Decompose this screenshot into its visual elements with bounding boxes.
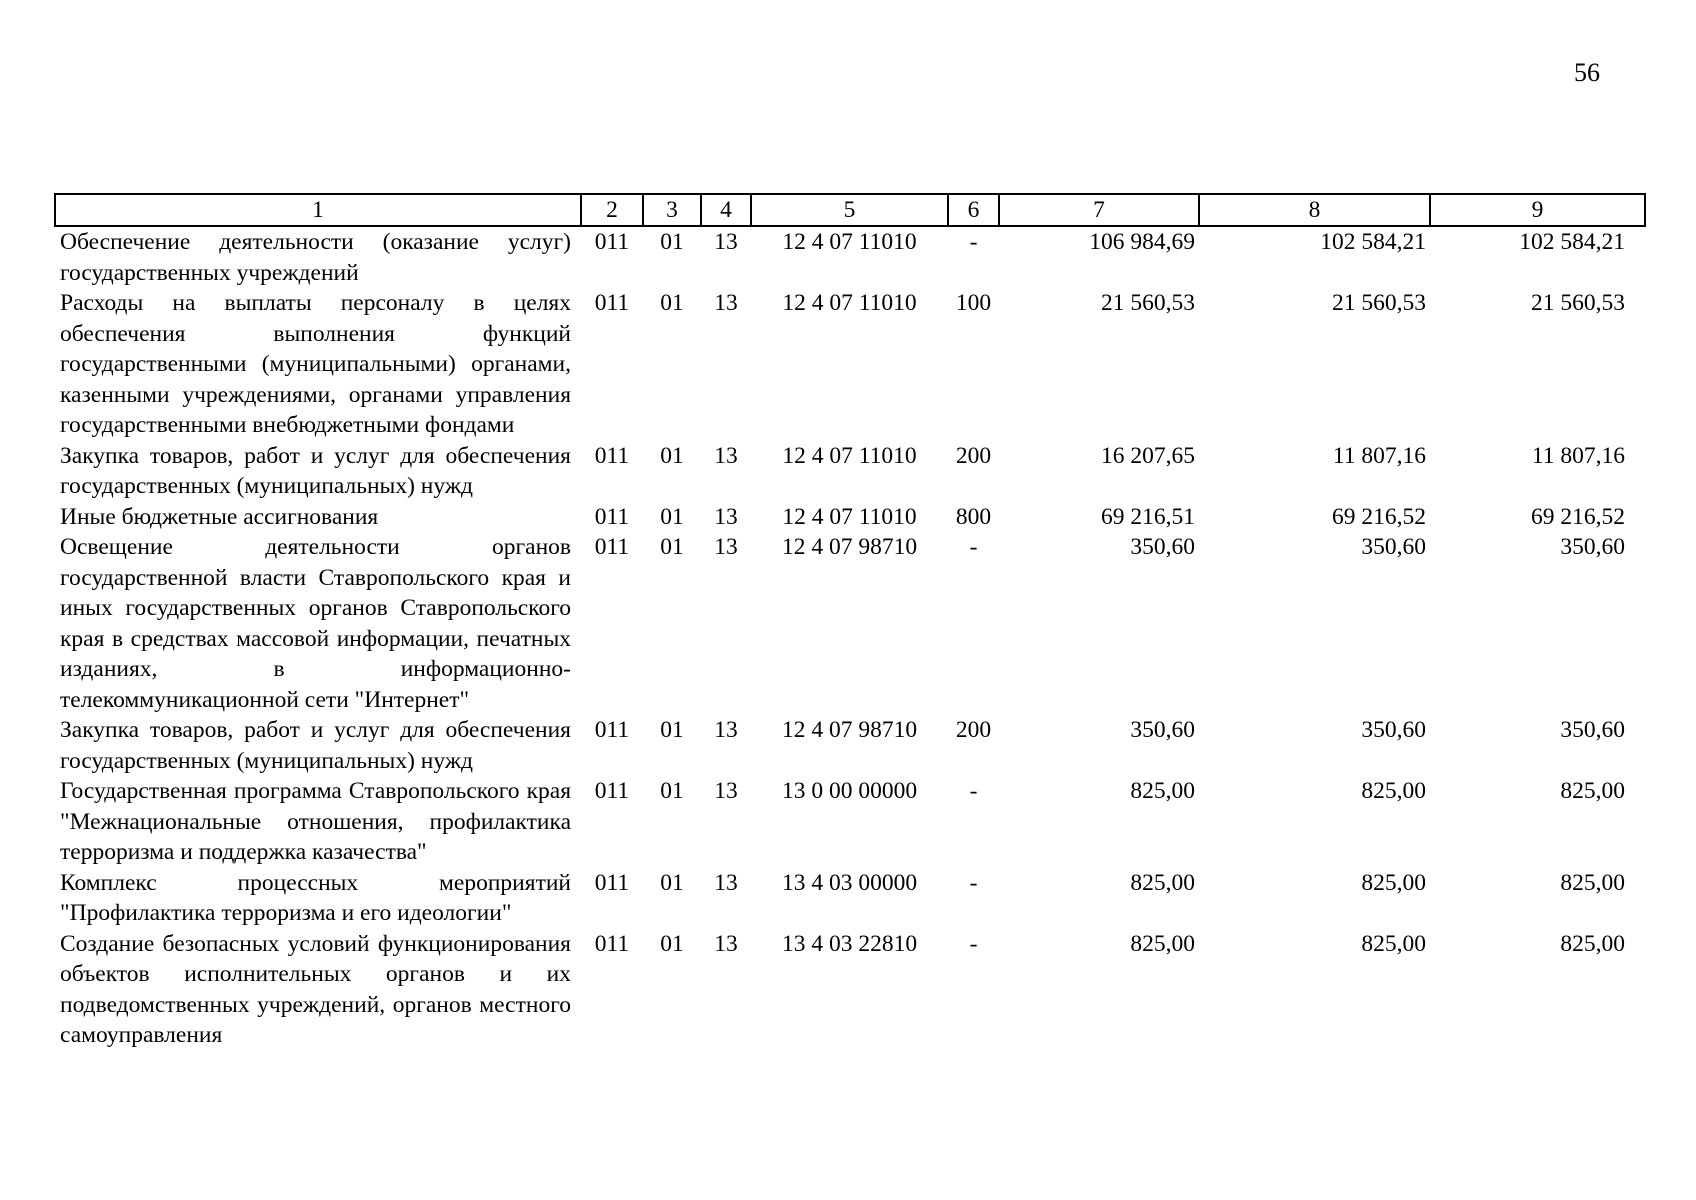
amount-col-9: 102 584,21	[1519, 229, 1625, 255]
amount-col-8: 21 560,53	[1332, 290, 1426, 316]
amount-col-9: 825,00	[1560, 930, 1625, 957]
expense-type-code: -	[969, 229, 978, 255]
column-header-8: 8	[1199, 194, 1430, 226]
budget-table	[54, 193, 1646, 1051]
amount-col-7: 21 560,53	[1101, 290, 1195, 316]
target-article-code: 13 4 03 00000	[781, 869, 918, 896]
table-row	[55, 226, 1645, 288]
amount-col-7: 350,60	[1130, 717, 1195, 743]
amount-col-7: 350,60	[1130, 534, 1195, 560]
subsection-code: 13	[714, 717, 738, 743]
target-article-code: 12 4 07 11010	[782, 503, 917, 530]
header-row	[55, 194, 1645, 226]
expense-type-code: -	[969, 869, 978, 896]
amount-col-9: 69 216,52	[1531, 503, 1625, 530]
expense-type-code: 800	[955, 503, 992, 530]
subsection-code: 13	[714, 534, 738, 560]
table-row	[55, 441, 1645, 502]
amount-col-7: 16 207,65	[1101, 442, 1195, 469]
expense-name: Закупка товаров, работ и услуг для обеспечения государственных (муниципальных) нужд	[60, 717, 571, 774]
section-code: 01	[660, 290, 684, 316]
ministry-code: 011	[594, 717, 630, 743]
amount-col-8: 350,60	[1361, 717, 1426, 743]
section-code: 01	[660, 717, 684, 743]
expense-name: Освещение деятельности органов государственной власти Ставропольского края и иных государственных органов Ставропольского края в средствах массовой информации, печатных изданиях, в информационно-телекоммуникационной сети "Интернет"	[60, 534, 571, 713]
amount-col-7: 825,00	[1130, 778, 1195, 804]
target-article-code: 12 4 07 98710	[781, 534, 918, 560]
subsection-code: 13	[714, 869, 738, 896]
subsection-code: 13	[714, 229, 738, 255]
expense-name: Расходы на выплаты персоналу в целях обеспечения выполнения функций государственными (муниципальными) органами, казенными учреждениями, органами управления государственными внебюджетными фондами	[60, 290, 571, 438]
subsection-code: 13	[714, 930, 738, 957]
expense-type-code: 200	[955, 717, 992, 743]
ministry-code: 011	[594, 442, 630, 469]
column-header-6: 6	[948, 194, 999, 226]
amount-col-8: 69 216,52	[1332, 503, 1426, 530]
section-code: 01	[660, 503, 684, 530]
subsection-code: 13	[714, 290, 738, 316]
column-header-9: 9	[1430, 194, 1645, 226]
expense-name: Закупка товаров, работ и услуг для обеспечения государственных (муниципальных) нужд	[60, 442, 571, 499]
expense-name: Обеспечение деятельности (оказание услуг) государственных учреждений	[60, 229, 571, 286]
column-header-2: 2	[581, 194, 643, 226]
target-article-code: 12 4 07 98710	[781, 717, 918, 743]
table-row	[55, 288, 1645, 441]
ministry-code: 011	[594, 778, 630, 804]
column-header-1: 1	[55, 194, 581, 226]
table-row	[55, 929, 1645, 1051]
column-header-3: 3	[643, 194, 701, 226]
section-code: 01	[660, 534, 684, 560]
amount-col-8: 825,00	[1361, 930, 1426, 957]
ministry-code: 011	[594, 229, 630, 255]
column-header-7: 7	[999, 194, 1199, 226]
amount-col-9: 11 807,16	[1531, 442, 1625, 469]
amount-col-8: 825,00	[1361, 778, 1426, 804]
ministry-code: 011	[594, 930, 630, 957]
table-row	[55, 715, 1645, 776]
target-article-code: 12 4 07 11010	[782, 229, 917, 255]
amount-col-7: 825,00	[1130, 930, 1195, 957]
expense-type-code: 100	[955, 290, 992, 316]
amount-col-7: 69 216,51	[1101, 503, 1195, 530]
section-code: 01	[660, 930, 684, 957]
expense-name: Иные бюджетные ассигнования	[60, 503, 379, 530]
section-code: 01	[660, 229, 684, 255]
amount-col-8: 11 807,16	[1332, 442, 1426, 469]
expense-name: Создание безопасных условий функционирования объектов исполнительных органов и их подведомственных учреждений, органов местного самоуправления	[60, 930, 571, 1048]
section-code: 01	[660, 778, 684, 804]
target-article-code: 13 4 03 22810	[781, 930, 918, 957]
subsection-code: 13	[714, 442, 738, 469]
amount-col-9: 825,00	[1560, 869, 1625, 896]
amount-col-8: 825,00	[1361, 869, 1426, 896]
amount-col-9: 21 560,53	[1531, 290, 1625, 316]
amount-col-7: 825,00	[1130, 869, 1195, 896]
table-row	[55, 532, 1645, 715]
table-row	[55, 868, 1645, 929]
target-article-code: 12 4 07 11010	[782, 290, 917, 316]
expense-name: Государственная программа Ставропольского края "Межнациональные отношения, профилактика терроризма и поддержка казачества"	[60, 778, 571, 865]
table-row	[55, 776, 1645, 868]
expense-type-code: -	[969, 778, 978, 804]
column-header-4: 4	[701, 194, 751, 226]
target-article-code: 12 4 07 11010	[782, 442, 917, 469]
expense-type-code: 200	[955, 442, 992, 469]
amount-col-8: 350,60	[1361, 534, 1426, 560]
amount-col-8: 102 584,21	[1320, 229, 1426, 255]
page-number: 56	[1574, 58, 1600, 87]
amount-col-7: 106 984,69	[1089, 229, 1195, 255]
expense-name: Комплекс процессных мероприятий "Профилактика терроризма и его идеологии"	[60, 869, 571, 926]
table-row	[55, 502, 1645, 533]
expense-type-code: -	[969, 534, 978, 560]
ministry-code: 011	[594, 534, 630, 560]
target-article-code: 13 0 00 00000	[781, 778, 918, 804]
amount-col-9: 825,00	[1560, 778, 1625, 804]
amount-col-9: 350,60	[1560, 717, 1625, 743]
ministry-code: 011	[594, 503, 630, 530]
amount-col-9: 350,60	[1560, 534, 1625, 560]
subsection-code: 13	[714, 503, 738, 530]
ministry-code: 011	[594, 869, 630, 896]
column-header-5: 5	[751, 194, 948, 226]
subsection-code: 13	[714, 778, 738, 804]
section-code: 01	[660, 869, 684, 896]
ministry-code: 011	[594, 290, 630, 316]
expense-type-code: -	[969, 930, 978, 957]
section-code: 01	[660, 442, 684, 469]
